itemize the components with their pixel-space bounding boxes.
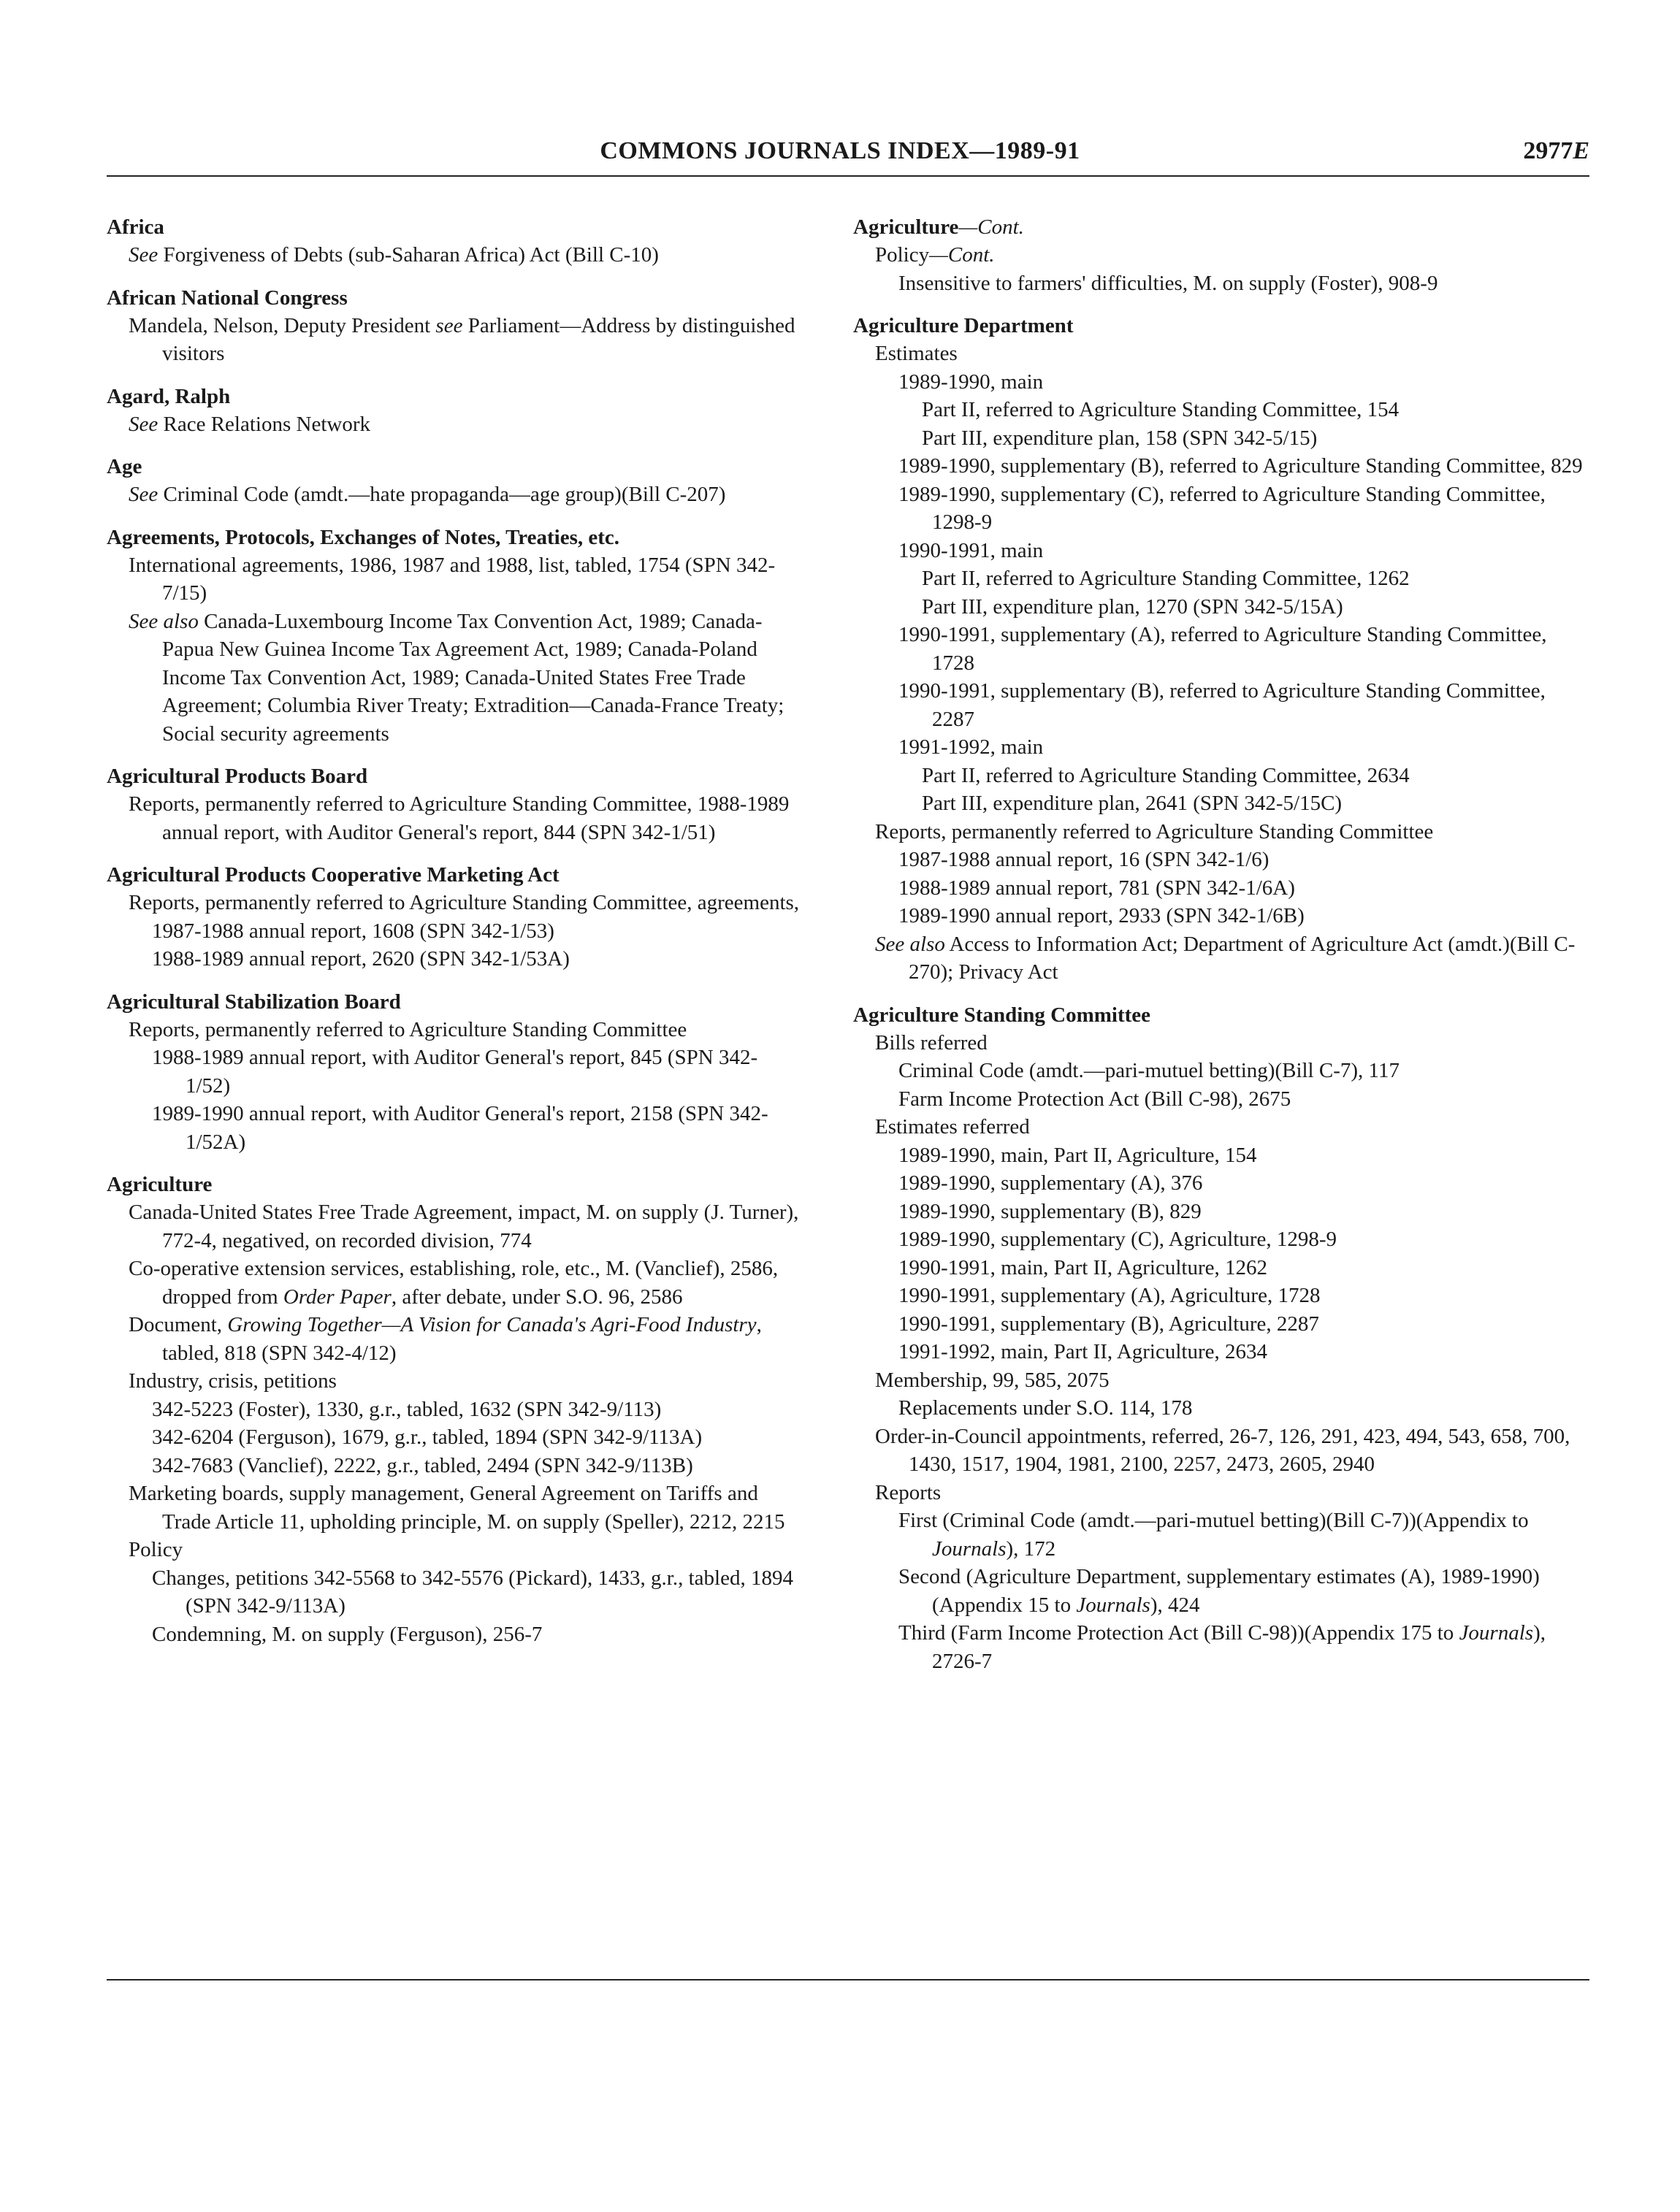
entry-line: 342-6204 (Ferguson), 1679, g.r., tabled, 1894 (SPN 342-9/113A)	[152, 1425, 703, 1449]
entry-heading: Agard, Ralph	[107, 384, 231, 408]
entry-line: Reports, permanently referred to Agriculture Standing Committee	[129, 1017, 687, 1041]
entry-line: Policy	[129, 1538, 183, 1561]
page-number-value: 2977	[1523, 137, 1573, 164]
footer-rule	[107, 1979, 1589, 1981]
entry-line: Canada-United States Free Trade Agreement, impact, M. on supply (J. Turner), 772-4, negatived, on recorded division, 774	[129, 1201, 799, 1252]
entry-line: 1990-1991, supplementary (A), referred to Agriculture Standing Committee, 1728	[898, 623, 1547, 675]
entry-line: 342-5223 (Foster), 1330, g.r., tabled, 1632 (SPN 342-9/113)	[152, 1397, 662, 1421]
entry-heading: Agriculture—Cont.	[853, 215, 1024, 239]
entry-line: See Race Relations Network	[129, 412, 370, 436]
entry-line: Reports, permanently referred to Agriculture Standing Committee, agreements,	[129, 891, 800, 914]
entry-line: 1989-1990, supplementary (C), referred to Agriculture Standing Committee, 1298-9	[898, 482, 1546, 534]
index-entry	[107, 762, 801, 846]
entry-line: Reports	[875, 1480, 942, 1504]
entry-line: Policy—Cont.	[875, 243, 995, 267]
index-entry	[853, 1001, 1591, 1676]
entry-line: Industry, crisis, petitions	[129, 1369, 337, 1393]
left-column	[107, 213, 801, 1663]
index-entry	[107, 284, 801, 368]
entry-heading: African National Congress	[107, 286, 348, 310]
entry-line: Mandela, Nelson, Deputy President see Parliament—Address by distinguished visitors	[129, 313, 795, 365]
index-entry	[107, 861, 801, 973]
entry-line: Reports, permanently referred to Agriculture Standing Committee	[875, 819, 1434, 843]
index-entry	[853, 312, 1591, 987]
entry-line: Criminal Code (amdt.—pari-mutuel betting)(Bill C-7), 117	[898, 1059, 1400, 1082]
entry-heading: Agricultural Products Board	[107, 765, 368, 788]
entry-line: 1990-1991, main, Part II, Agriculture, 1262	[898, 1255, 1267, 1279]
entry-line: Second (Agriculture Department, supplementary estimates (A), 1989-1990)(Appendix 15 to Journals), 424	[898, 1565, 1540, 1617]
index-entry	[853, 213, 1591, 297]
right-column	[853, 213, 1591, 1690]
entry-line: Part II, referred to Agriculture Standing Committee, 154	[922, 398, 1400, 421]
entry-line: 1990-1991, supplementary (B), referred to Agriculture Standing Committee, 2287	[898, 679, 1546, 731]
entry-line: Third (Farm Income Protection Act (Bill C-98))(Appendix 175 to Journals), 2726-7	[898, 1621, 1546, 1673]
entry-line: Estimates referred	[875, 1115, 1030, 1138]
entry-line: Marketing boards, supply management, General Agreement on Tariffs and Trade Article 11, upholding principle, M. on supply (Speller), 2212, 2215	[129, 1482, 785, 1534]
entry-line: Part II, referred to Agriculture Standing Committee, 1262	[922, 567, 1410, 590]
entry-line: 1987-1988 annual report, 1608 (SPN 342-1/53)	[152, 919, 554, 943]
entry-heading: Agricultural Products Cooperative Marketing Act	[107, 863, 560, 887]
entry-line: Replacements under S.O. 114, 178	[898, 1396, 1193, 1420]
entry-line: Part II, referred to Agriculture Standing Committee, 2634	[922, 763, 1410, 787]
entry-line: Part III, expenditure plan, 2641 (SPN 342-5/15C)	[922, 792, 1343, 815]
entry-heading: Agriculture	[107, 1173, 213, 1196]
entry-line: Farm Income Protection Act (Bill C-98), 2675	[898, 1087, 1291, 1111]
entry-line: See also Access to Information Act; Department of Agriculture Act (amdt.)(Bill C-270); Privacy Act	[875, 932, 1576, 984]
entry-heading: Age	[107, 455, 142, 478]
entry-line: 1989-1990 annual report, 2933 (SPN 342-1/6B)	[898, 904, 1305, 927]
entry-line: Condemning, M. on supply (Ferguson), 256-7	[152, 1622, 543, 1646]
index-entry	[107, 988, 801, 1157]
entry-line: Insensitive to farmers' difficulties, M. on supply (Foster), 908-9	[898, 271, 1438, 295]
entry-line: 1988-1989 annual report, with Auditor General's report, 845 (SPN 342-1/52)	[152, 1046, 758, 1098]
entry-line: Co-operative extension services, establishing, role, etc., M. (Vanclief), 2586, dropped from Order Paper, after debate, under S.O. 96, 2586	[129, 1257, 779, 1309]
entry-line: 1988-1989 annual report, 781 (SPN 342-1/6A)	[898, 876, 1295, 900]
index-entry	[107, 213, 801, 269]
entry-line: Part III, expenditure plan, 1270 (SPN 342-5/15A)	[922, 594, 1343, 619]
index-entry	[107, 453, 801, 509]
entry-line: First (Criminal Code (amdt.—pari-mutuel betting)(Bill C-7))(Appendix to Journals), 172	[898, 1509, 1529, 1561]
entry-heading: Agriculture Standing Committee	[853, 1003, 1151, 1027]
entry-line: Bills referred	[875, 1030, 988, 1055]
entry-line: Part III, expenditure plan, 158 (SPN 342-5/15)	[922, 426, 1318, 450]
entry-line: 1989-1990, main	[898, 370, 1044, 394]
entry-heading: Agriculture Department	[853, 314, 1074, 337]
entry-line: Reports, permanently referred to Agriculture Standing Committee, 1988-1989 annual report, with Auditor General's report, 844 (SPN 342-1/51)	[129, 792, 790, 844]
entry-line: 342-7683 (Vanclief), 2222, g.r., tabled, 2494 (SPN 342-9/113B)	[152, 1453, 693, 1477]
entry-line: Changes, petitions 342-5568 to 342-5576 (Pickard), 1433, g.r., tabled, 1894 (SPN 342-9/113A)	[152, 1566, 793, 1618]
entry-line: 1991-1992, main	[898, 735, 1044, 759]
entry-line: Membership, 99, 585, 2075	[875, 1368, 1110, 1392]
entry-line: 1989-1990, supplementary (A), 376	[898, 1171, 1203, 1195]
entry-line: See Criminal Code (amdt.—hate propaganda—age group)(Bill C-207)	[129, 483, 726, 506]
entry-line: See Forgiveness of Debts (sub-Saharan Africa) Act (Bill C-10)	[129, 243, 659, 267]
index-entry	[107, 1171, 801, 1648]
entry-line: 1990-1991, supplementary (A), Agriculture, 1728	[898, 1284, 1321, 1307]
entry-line: International agreements, 1986, 1987 and 1988, list, tabled, 1754 (SPN 342-7/15)	[129, 553, 776, 605]
entry-line: 1989-1990, main, Part II, Agriculture, 154	[898, 1143, 1257, 1167]
entry-line: Document, Growing Together—A Vision for Canada's Agri-Food Industry, tabled, 818 (SPN 342-4/12)	[129, 1313, 762, 1365]
entry-line: 1989-1990, supplementary (B), 829	[898, 1199, 1202, 1223]
index-entry	[107, 524, 801, 749]
page-title: COMMONS JOURNALS INDEX—1989-91	[600, 137, 1080, 164]
entry-line: See also Canada-Luxembourg Income Tax Convention Act, 1989; Canada-Papua New Guinea Income Tax Agreement Act, 1989; Canada-Poland Income Tax Convention Act, 1989; Canada-United States Free Trade Agreement; Columbia River Treaty; Extradition—Canada-France Treaty; Social security agreements	[129, 609, 784, 746]
page-number-suffix: E	[1573, 137, 1589, 164]
entry-line: 1989-1990, supplementary (B), referred to Agriculture Standing Committee, 829	[898, 454, 1583, 478]
entry-line: 1991-1992, main, Part II, Agriculture, 2634	[898, 1340, 1267, 1363]
entry-heading: Africa	[107, 215, 164, 239]
index-entry	[107, 383, 801, 439]
entry-line: 1987-1988 annual report, 16 (SPN 342-1/6)	[898, 848, 1269, 871]
header-rule	[107, 175, 1589, 177]
entry-heading: Agreements, Protocols, Exchanges of Notes, Treaties, etc.	[107, 525, 620, 549]
entry-line: Estimates	[875, 342, 958, 365]
entry-line: 1988-1989 annual report, 2620 (SPN 342-1/53A)	[152, 947, 570, 971]
entry-line: 1989-1990 annual report, with Auditor General's report, 2158 (SPN 342-1/52A)	[152, 1102, 768, 1154]
entry-line: Order-in-Council appointments, referred, 26-7, 126, 291, 423, 494, 543, 658, 700, 1430, 1517, 1904, 1981, 2100, 2257, 2473, 2605, 2940	[875, 1424, 1570, 1476]
entry-line: 1990-1991, main	[898, 538, 1044, 562]
entry-line: 1990-1991, supplementary (B), Agriculture, 2287	[898, 1312, 1319, 1336]
entry-line: 1989-1990, supplementary (C), Agriculture, 1298-9	[898, 1228, 1337, 1251]
entry-heading: Agricultural Stabilization Board	[107, 990, 401, 1014]
page-number	[1523, 137, 1589, 165]
